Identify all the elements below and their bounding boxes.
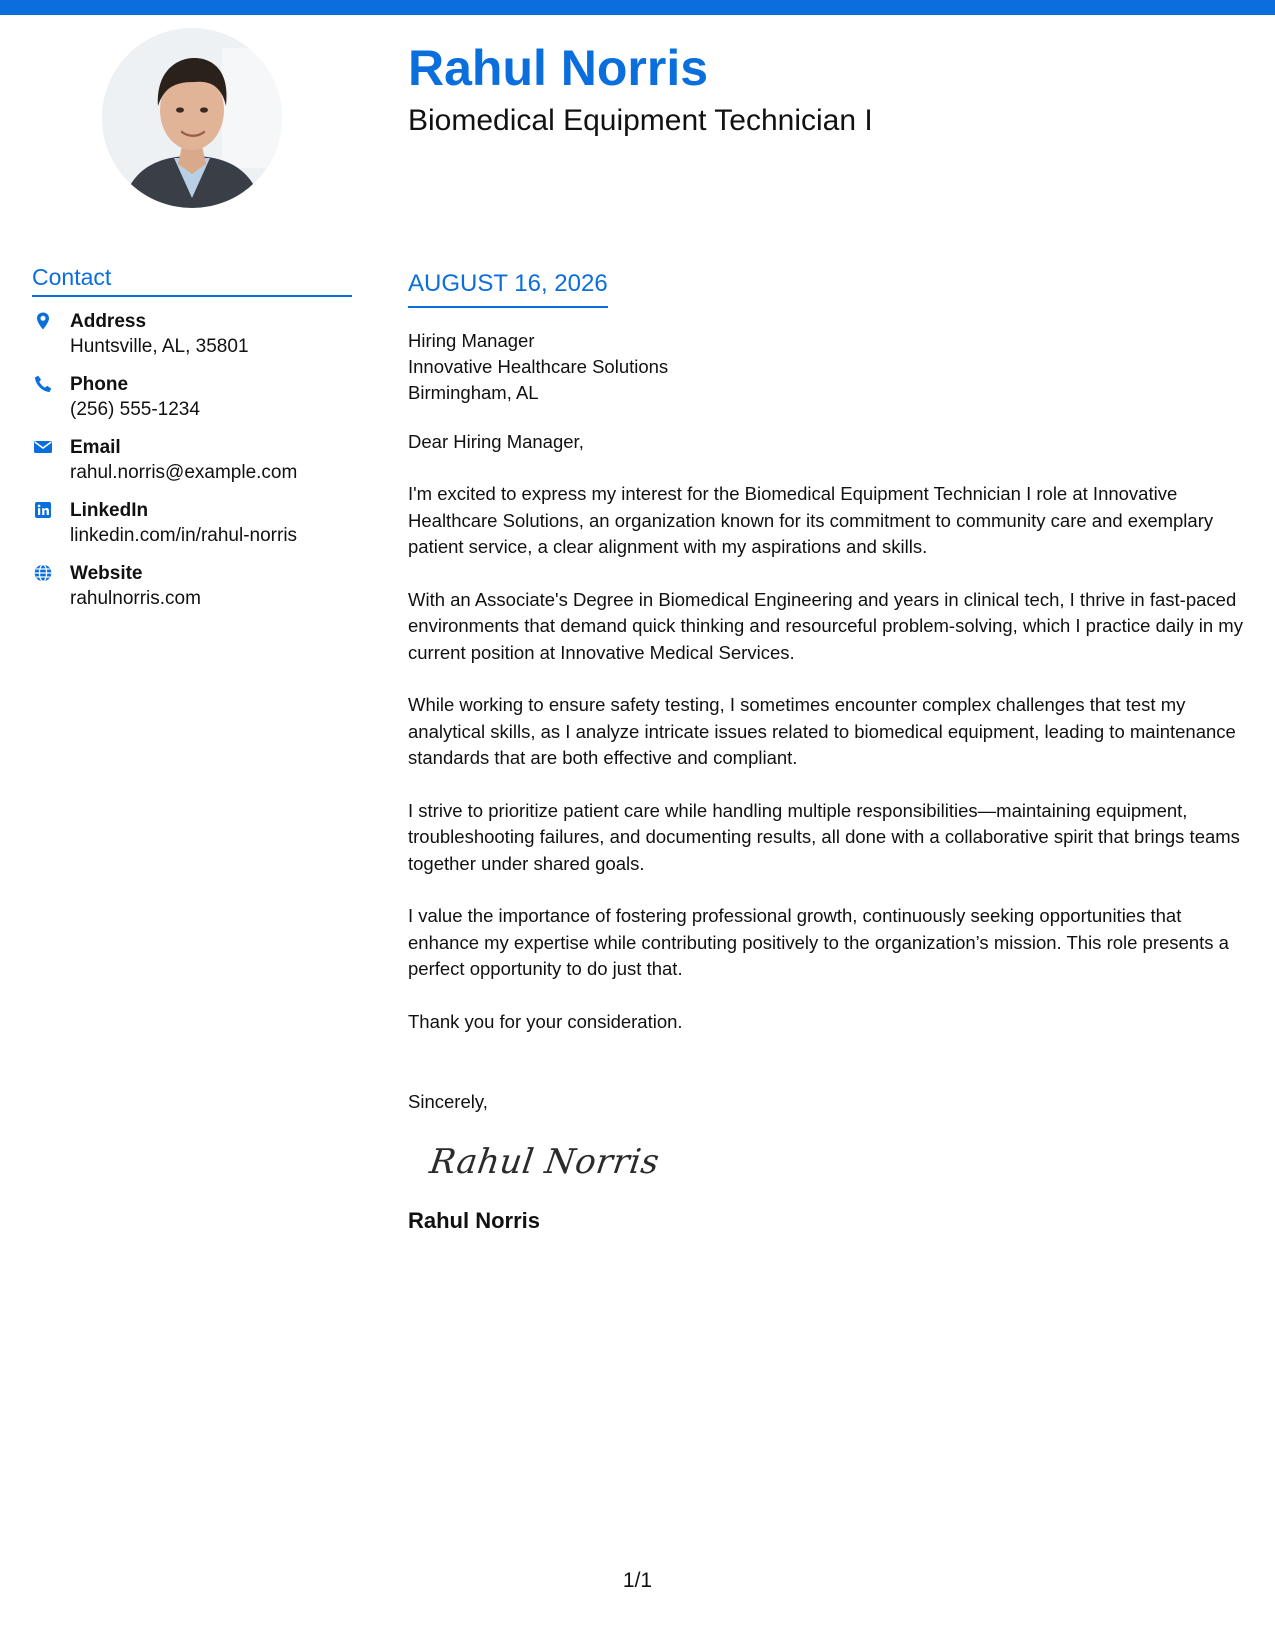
body-paragraph: I value the importance of fostering professional growth, continuously seeking opportunities that enhance my expertise while contributing positively to the organization’s mission. This role presents a perfect opportunity to do just that. (408, 905, 1229, 980)
recipient-block (408, 328, 1248, 406)
body-paragraph: While working to ensure safety testing, I sometimes encounter complex challenges that test my analytical skills, as I analyze intricate issues related to biomedical equipment, leading to maintenance standards that are both effective and compliant. (408, 694, 1236, 769)
contact-value-phone: (256) 555-1234 (70, 398, 200, 420)
contact-value-linkedin[interactable]: linkedin.com/in/rahul-norris (70, 524, 298, 546)
closing-line: Thank you for your consideration. (408, 1010, 683, 1032)
contact-label: Phone (70, 373, 129, 395)
profile-photo (102, 28, 282, 208)
body-paragraph: I strive to prioritize patient care while handling multiple responsibilities—maintaining equipment, troubleshooting failures, and documenting results, all done with a collaborative spirit that brings teams together under shared goals. (408, 799, 1240, 874)
greeting: Dear Hiring Manager, (408, 430, 584, 452)
applicant-name: Rahul Norris (408, 40, 709, 96)
globe-icon (33, 563, 53, 583)
body-paragraph: With an Associate's Degree in Biomedical Engineering and years in clinical tech, I thrive in fast-paced environments that demand quick thinking and resourceful problem-solving, which I practice daily in my current position at Innovative Medical Services. (408, 588, 1243, 663)
contact-value-address: Huntsville, AL, 35801 (70, 335, 249, 357)
letter-body (408, 270, 1248, 1234)
contact-label: Website (70, 562, 143, 584)
recipient-line: Innovative Healthcare Solutions (408, 355, 669, 377)
linkedin-icon (33, 500, 53, 520)
letter-date: AUGUST 16, 2026 (408, 270, 608, 308)
recipient-line: Birmingham, AL (408, 381, 539, 403)
email-icon (33, 437, 53, 457)
body-paragraph: I'm excited to express my interest for the Biomedical Equipment Technician I role at Innovative Healthcare Solutions, an organization known for its commitment to community care and exemplary patient service, a clear alignment with my aspirations and skills. (408, 483, 1214, 558)
top-accent-bar (0, 0, 1275, 15)
phone-icon (33, 374, 53, 394)
contact-label: Address (70, 310, 147, 332)
contact-item-linkedin (32, 498, 352, 548)
contact-value-email[interactable]: rahul.norris@example.com (70, 461, 298, 483)
contact-list (32, 309, 352, 611)
map-pin-icon (33, 311, 53, 331)
contact-item-email (32, 435, 352, 485)
sign-off: Sincerely, (408, 1091, 488, 1113)
contact-item-address (32, 309, 352, 359)
page-number: 1/1 (622, 1569, 653, 1592)
job-title: Biomedical Equipment Technician I (408, 104, 873, 137)
contact-sidebar (32, 264, 352, 624)
signer-name: Rahul Norris (408, 1207, 541, 1233)
contact-label: LinkedIn (70, 499, 149, 521)
contact-item-phone (32, 372, 352, 422)
contact-heading: Contact (32, 264, 352, 297)
contact-label: Email (70, 436, 121, 458)
person-portrait-icon (102, 28, 282, 208)
recipient-line: Hiring Manager (408, 329, 535, 351)
contact-item-website (32, 561, 352, 611)
contact-value-website[interactable]: rahulnorris.com (70, 587, 201, 609)
handwritten-signature: Rahul Norris (427, 1141, 662, 1182)
